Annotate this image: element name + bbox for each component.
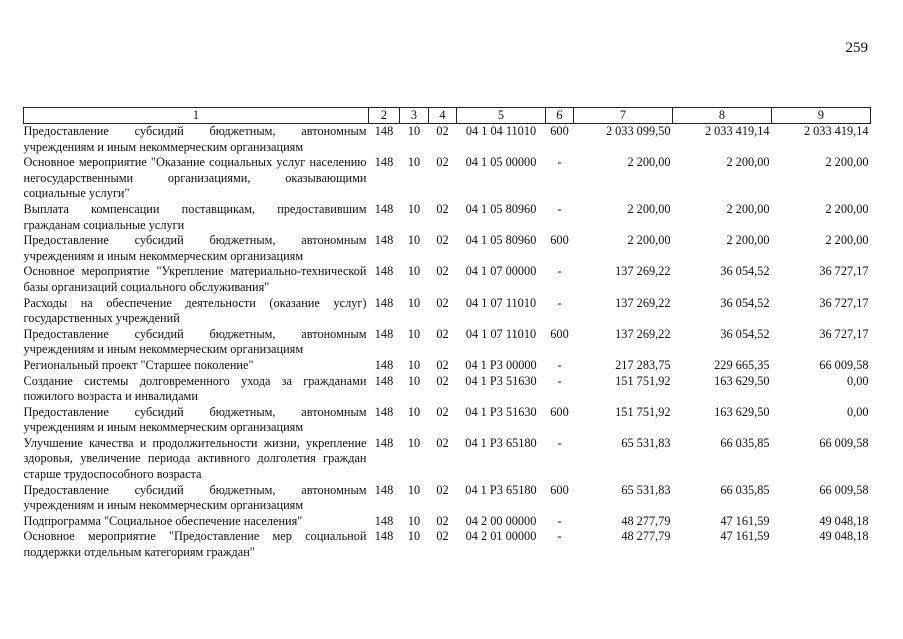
row-expense-type: -	[557, 264, 562, 279]
row-target-code: 04 2 00 00000	[465, 513, 537, 528]
header-col-9: 9	[772, 108, 871, 124]
row-ministry-code: 148	[374, 435, 394, 450]
row-target-code: 04 1 P3 51630	[465, 373, 537, 388]
row-section: 10	[407, 233, 421, 248]
row-ministry-code: 148	[374, 124, 394, 138]
row-ministry-code: 148	[374, 295, 394, 310]
row-ministry-code: 148	[374, 201, 394, 216]
row-expense-type: 600	[550, 482, 569, 497]
row-subsection: 02	[436, 155, 449, 170]
row-value-7: 65 531,83	[621, 435, 671, 450]
row-value-8: 229 665,35	[714, 357, 770, 372]
row-section: 10	[407, 124, 421, 138]
row-value-9: 66 009,58	[819, 482, 869, 497]
row-value-7: 137 269,22	[615, 326, 671, 341]
row-value-8: 36 054,52	[720, 326, 770, 341]
table-row	[24, 358, 871, 374]
row-value-8: 36 054,52	[720, 295, 770, 310]
table-row	[24, 327, 871, 358]
table-row	[24, 529, 871, 560]
row-value-8: 66 035,85	[720, 435, 770, 450]
row-value-9: 66 009,58	[819, 357, 869, 372]
row-subsection: 02	[436, 513, 449, 528]
row-expense-type: 600	[550, 404, 569, 419]
row-name: Региональный проект "Старшее поколение"	[23, 357, 254, 372]
row-expense-type: -	[557, 295, 562, 310]
table-row	[24, 264, 871, 295]
row-value-7: 151 751,92	[615, 404, 671, 419]
header-col-3: 3	[400, 108, 429, 124]
row-value-7: 48 277,79	[621, 529, 671, 544]
row-ministry-code: 148	[374, 264, 394, 279]
row-subsection: 02	[436, 295, 449, 310]
row-expense-type: 600	[550, 233, 569, 248]
row-value-7: 48 277,79	[621, 513, 671, 528]
row-value-9: 2 200,00	[825, 201, 869, 216]
row-target-code: 04 2 01 00000	[465, 529, 537, 544]
row-expense-type: -	[557, 155, 562, 170]
row-name: Выплата компенсации поставщикам, предоставившим гражданам социальные услуги	[23, 201, 367, 232]
row-ministry-code: 148	[374, 513, 394, 528]
row-value-8: 47 161,59	[720, 513, 770, 528]
row-name: Подпрограмма "Социальное обеспечение населения"	[23, 513, 303, 528]
row-value-8: 163 629,50	[714, 373, 770, 388]
table-row	[24, 124, 871, 156]
row-section: 10	[407, 373, 421, 388]
row-target-code: 04 1 05 80960	[465, 233, 537, 248]
row-value-7: 2 200,00	[627, 155, 671, 170]
row-value-8: 2 200,00	[726, 201, 770, 216]
row-expense-type: -	[557, 357, 562, 372]
row-value-9: 49 048,18	[819, 513, 869, 528]
header-col-6: 6	[546, 108, 574, 124]
row-name: Предоставление субсидий бюджетным, автономным учреждениям и иным некоммерческим организациям	[23, 124, 367, 154]
row-ministry-code: 148	[374, 357, 394, 372]
row-value-8: 66 035,85	[720, 482, 770, 497]
row-target-code: 04 1 P3 00000	[465, 357, 537, 372]
header-col-4: 4	[429, 108, 457, 124]
row-section: 10	[407, 264, 421, 279]
row-subsection: 02	[436, 264, 449, 279]
table-row	[24, 514, 871, 530]
row-target-code: 04 1 07 00000	[465, 264, 537, 279]
row-expense-type: -	[557, 435, 562, 450]
row-name: Основное мероприятие "Предоставление мер социальной поддержки отдельным категориям граждан"	[23, 529, 367, 560]
row-value-7: 2 033 099,50	[605, 124, 671, 138]
row-ministry-code: 148	[374, 482, 394, 497]
row-subsection: 02	[436, 482, 449, 497]
row-value-9: 36 727,17	[819, 295, 869, 310]
header-col-1: 1	[24, 108, 369, 124]
row-target-code: 04 1 P3 65180	[465, 482, 537, 497]
table-row	[24, 296, 871, 327]
table-row	[24, 483, 871, 514]
row-target-code: 04 1 04 11010	[465, 124, 537, 138]
row-ministry-code: 148	[374, 155, 394, 170]
row-value-9: 2 200,00	[825, 233, 869, 248]
row-value-7: 2 200,00	[627, 233, 671, 248]
table-body	[24, 124, 871, 561]
row-value-7: 137 269,22	[615, 264, 671, 279]
row-section: 10	[407, 529, 421, 544]
table-row	[24, 436, 871, 483]
row-subsection: 02	[436, 529, 449, 544]
row-subsection: 02	[436, 404, 449, 419]
row-target-code: 04 1 07 11010	[465, 295, 537, 310]
row-value-7: 2 200,00	[627, 201, 671, 216]
budget-table	[23, 107, 871, 561]
header-row	[24, 108, 871, 124]
header-col-5: 5	[457, 108, 546, 124]
header-col-8: 8	[673, 108, 772, 124]
row-section: 10	[407, 201, 421, 216]
row-name: Предоставление субсидий бюджетным, автономным учреждениям и иным некоммерческим организациям	[23, 233, 367, 263]
table-row	[24, 233, 871, 264]
row-value-9: 0,00	[846, 404, 869, 419]
row-section: 10	[407, 357, 421, 372]
row-ministry-code: 148	[374, 233, 394, 248]
row-subsection: 02	[436, 233, 449, 248]
row-name: Расходы на обеспечение деятельности (оказание услуг) государственных учреждений	[23, 295, 367, 326]
row-name: Улучшение качества и продолжительности жизни, укрепление здоровья, увеличение периода активного долголетия граждан старше трудоспособного возраста	[23, 435, 367, 482]
row-ministry-code: 148	[374, 326, 394, 341]
row-value-8: 163 629,50	[714, 404, 770, 419]
row-value-8: 2 200,00	[726, 155, 770, 170]
table-row	[24, 155, 871, 202]
row-value-7: 151 751,92	[615, 373, 671, 388]
row-value-9: 66 009,58	[819, 435, 869, 450]
row-name: Создание системы долговременного ухода за гражданами пожилого возраста и инвалидами	[23, 373, 367, 404]
row-section: 10	[407, 482, 421, 497]
row-section: 10	[407, 326, 421, 341]
row-value-8: 2 033 419,14	[704, 124, 770, 138]
row-section: 10	[407, 513, 421, 528]
row-value-7: 217 283,75	[615, 357, 671, 372]
row-subsection: 02	[436, 357, 449, 372]
row-target-code: 04 1 P3 65180	[465, 435, 537, 450]
row-expense-type: 600	[550, 326, 569, 341]
row-value-9: 0,00	[846, 373, 869, 388]
row-value-7: 65 531,83	[621, 482, 671, 497]
row-value-9: 36 727,17	[819, 326, 869, 341]
row-subsection: 02	[436, 201, 449, 216]
row-ministry-code: 148	[374, 404, 394, 419]
row-expense-type: -	[557, 513, 562, 528]
header-col-7: 7	[574, 108, 673, 124]
row-name: Предоставление субсидий бюджетным, автономным учреждениям и иным некоммерческим организациям	[23, 404, 367, 435]
row-name: Предоставление субсидий бюджетным, автономным учреждениям и иным некоммерческим организациям	[23, 326, 367, 357]
row-value-9: 2 033 419,14	[803, 124, 869, 138]
row-subsection: 02	[436, 326, 449, 341]
row-value-8: 2 200,00	[726, 233, 770, 248]
row-subsection: 02	[436, 124, 449, 138]
row-section: 10	[407, 435, 421, 450]
page-number: 259	[845, 40, 868, 56]
row-target-code: 04 1 05 80960	[465, 201, 537, 216]
row-value-8: 47 161,59	[720, 529, 770, 544]
row-ministry-code: 148	[374, 373, 394, 388]
row-section: 10	[407, 404, 421, 419]
row-value-7: 137 269,22	[615, 295, 671, 310]
row-subsection: 02	[436, 435, 449, 450]
row-value-8: 36 054,52	[720, 264, 770, 279]
row-expense-type: -	[557, 529, 562, 544]
table-row	[24, 202, 871, 233]
row-expense-type: 600	[550, 124, 569, 138]
table-row	[24, 405, 871, 436]
table-row	[24, 374, 871, 405]
row-name: Основное мероприятие "Оказание социальных услуг населению негосударственными организациями, оказывающими социальные услуги"	[23, 155, 367, 201]
row-ministry-code: 148	[374, 529, 394, 544]
row-section: 10	[407, 155, 421, 170]
row-subsection: 02	[436, 373, 449, 388]
row-target-code: 04 1 05 00000	[465, 155, 537, 170]
row-expense-type: -	[557, 373, 562, 388]
row-value-9: 36 727,17	[819, 264, 869, 279]
row-expense-type: -	[557, 201, 562, 216]
row-value-9: 49 048,18	[819, 529, 869, 544]
header-col-2: 2	[369, 108, 400, 124]
row-target-code: 04 1 P3 51630	[465, 404, 537, 419]
row-name: Предоставление субсидий бюджетным, автономным учреждениям и иным некоммерческим организациям	[23, 482, 367, 513]
row-value-9: 2 200,00	[825, 155, 869, 170]
row-name: Основное мероприятие "Укрепление материально-технической базы организаций социального обслуживания"	[23, 264, 367, 294]
row-section: 10	[407, 295, 421, 310]
row-target-code: 04 1 07 11010	[465, 326, 537, 341]
